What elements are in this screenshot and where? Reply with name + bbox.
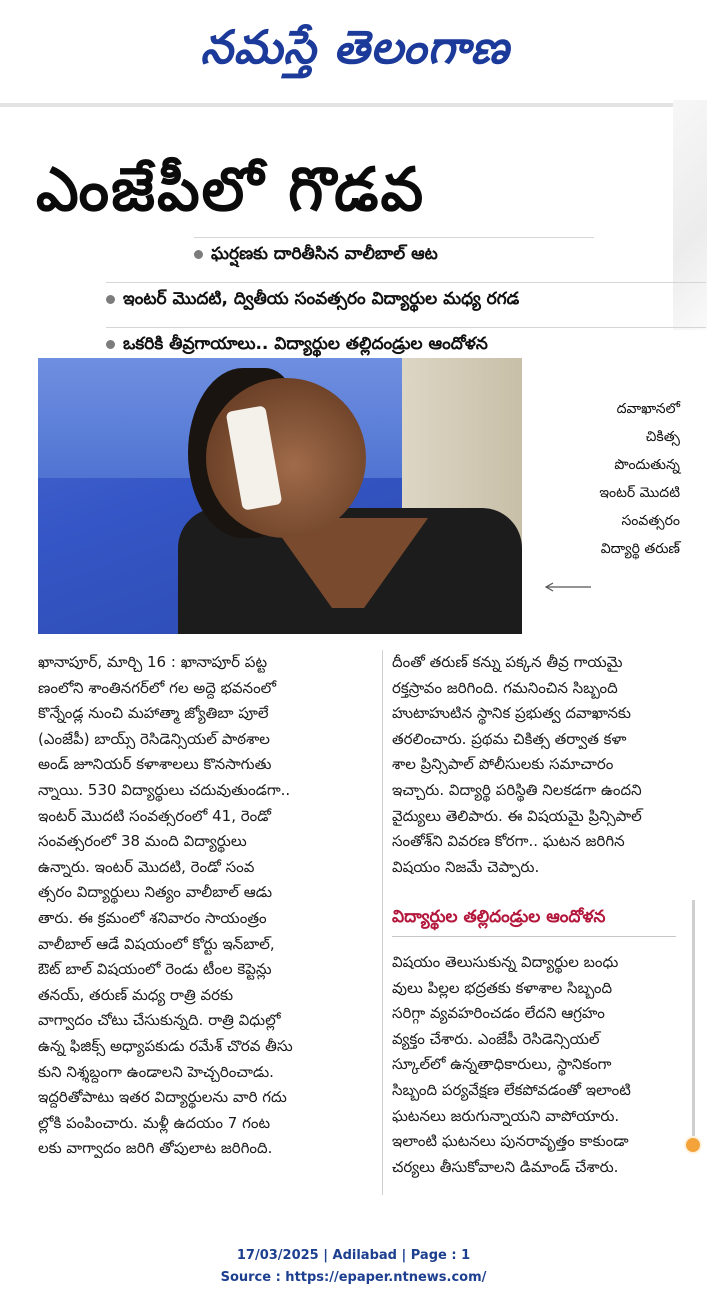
caption-line: దవాఖానలో	[616, 401, 680, 417]
article-column-right-top	[392, 650, 676, 880]
article-line: ణంలోని శాంతినగర్‌లో గల అద్దె భవనంలో	[38, 678, 277, 697]
article-line: విషయం తెలుసుకున్న విద్యార్థుల బంధు	[392, 953, 619, 971]
article-line: రక్తస్రావం జరిగింది. గమనించిన సిబ్బంది	[392, 678, 618, 697]
newspaper-logo: నమస్తే తెలంగాణ	[200, 20, 510, 74]
footer-source-link[interactable]: Source : https://epaper.ntnews.com/	[220, 1270, 487, 1285]
article-line: సంతోశ్‌ని వివరణ కోరగా.. ఘటన జరిగిన	[392, 832, 625, 851]
article-line: కొన్నేండ్ల నుంచి మహాత్మా జ్యోతిబా పూలే	[38, 704, 269, 723]
deck-bullet-text: ఒకరికి తీవ్రగాయాలు.. విద్యార్థుల తల్లిదండ్రుల ఆందోళన	[123, 334, 488, 354]
article-line: తారు. ఈ క్రమంలో శనివారం సాయంత్రం	[38, 908, 267, 927]
article-line: ఘటనలు జరుగున్నాయని వాపోయారు.	[392, 1106, 620, 1125]
article-line: వైద్యులు తెలిపారు. ఈ విషయమై ప్రిన్సిపాల్	[392, 806, 642, 825]
article-line: ఇచ్చారు. విద్యార్థి పరిస్థితి నిలకడగా ఉందని	[392, 780, 642, 799]
caption-line: విద్యార్థి తరుణ్	[600, 541, 680, 557]
caption-line: ఇంటర్ మొదటి	[599, 485, 680, 501]
article-column-right-bottom	[392, 950, 676, 1180]
article-line: తరలించారు. ప్రథమ చికిత్స తర్వాత కళా	[392, 729, 627, 748]
article-line: స్కూల్‌లో ఉన్నతాధికారులు, స్థానికంగా	[392, 1055, 612, 1074]
article-line: ఇద్దరితోపాటు ఇతర విద్యార్థులను వారి గదు	[38, 1088, 287, 1107]
article-line: త్సరం విద్యార్థులు నిత్యం వాలీబాల్ ఆడు	[38, 883, 273, 902]
footer-date-edition: 17/03/2025 | Adilabad | Page : 1	[236, 1248, 471, 1263]
article-line: ల్లోకి పంపించారు. మళ్లీ ఉదయం 7 గంట	[38, 1113, 271, 1132]
deck-bullet-text: ఇంటర్ మొదటి, ద్వితీయ సంవత్సరం విద్యార్థుల మధ్య రగడ	[123, 289, 520, 309]
bullet-dot-icon	[106, 340, 115, 349]
article-line: అండ్ జూనియర్ కళాశాలలు కొనసాగుతు	[38, 755, 272, 774]
deck-bullet	[106, 282, 706, 315]
column-divider	[382, 650, 383, 1195]
article-line: శాల ప్రిన్సిపాల్ పోలీసులకు సమాచారం	[392, 755, 614, 774]
masthead	[0, 0, 707, 100]
caption-arrow-icon	[543, 582, 593, 592]
article-line: వ్యక్తం చేశారు. ఎంజేపీ రెసిడెన్సియల్	[392, 1029, 600, 1048]
page-edge-dot	[684, 1136, 702, 1154]
article-line: దీంతో తరుణ్ కన్ను పక్కన తీవ్ర గాయమై	[392, 653, 623, 671]
article-line: ఇంటర్ మొదటి సంవత్సరంలో 41, రెండో	[38, 806, 271, 825]
article-line: ఔట్ బాల్ విషయంలో రెండు టీంల కెప్టెన్లు	[38, 960, 272, 979]
article-line: ఇలాంటి ఘటనలు పునరావృత్తం కాకుండా	[392, 1132, 629, 1151]
article-line: చర్యలు తీసుకోవాలని డిమాండ్ చేశారు.	[392, 1157, 619, 1176]
article-line: న్నాయి. 530 విద్యార్థులు చదువుతుండగా..	[38, 780, 291, 799]
article-line: ఉన్న ఫిజిక్స్ అధ్యాపకుడు రమేశ్ చొరవ తీసు	[38, 1036, 293, 1055]
bullet-dot-icon	[106, 295, 115, 304]
page-edge-strip	[692, 900, 695, 1140]
page-footer	[0, 1245, 707, 1289]
masthead-divider	[0, 103, 707, 107]
article-line: తనయ్, తరుణ్ మధ్య రాత్రి వరకు	[38, 985, 234, 1004]
article-line: లకు వాగ్వాదం జరిగి తోపులాట జరిగింది.	[38, 1139, 273, 1158]
article-subhead: విద్యార్థుల తల్లిదండ్రుల ఆందోళన	[392, 907, 606, 927]
article-line: వాలీబాల్ ఆడే విషయంలో కోర్టు ఇన్‌బాల్,	[38, 934, 275, 953]
photo-caption	[530, 395, 680, 563]
photo-face	[206, 378, 366, 538]
article-line: ఉన్నారు. ఇంటర్ మొదటి, రెండో సంవ	[38, 857, 255, 876]
article-line: సిబ్బంది పర్యవేక్షణ లేకపోవడంతో ఇలాంటి	[392, 1080, 631, 1099]
article-line: సరిగ్గా వ్యవహరించడం లేదని ఆగ్రహం	[392, 1004, 605, 1023]
headline: ఎంజేపీలో గొడవ	[36, 155, 426, 225]
news-photo	[38, 358, 522, 634]
article-line: (ఎంజేపీ) బాయ్స్ రెసిడెన్సియల్ పాఠశాల	[38, 729, 270, 748]
caption-line: సంవత్సరం	[621, 513, 680, 529]
caption-line: చికిత్స	[645, 429, 680, 445]
article-line: సంవత్సరంలో 38 మంది విద్యార్థులు	[38, 832, 247, 851]
article-line: కుని నిశ్శబ్దంగా ఉండాలని హెచ్చరించాడు.	[38, 1062, 274, 1081]
subhead-divider	[392, 936, 676, 937]
caption-line: పొందుతున్న	[614, 457, 680, 473]
article-line: హుటాహుటిన స్థానిక ప్రభుత్వ దవాఖానకు	[392, 704, 631, 723]
bullet-dot-icon	[194, 250, 203, 259]
article-line: వులు పిల్లల భద్రతకు కళాశాల సిబ్బంది	[392, 978, 613, 997]
article-line: విషయం నిజమే చెప్పారు.	[392, 857, 540, 876]
deck-bullet	[194, 237, 594, 270]
deck-bullet	[106, 327, 706, 360]
deck-bullet-text: ఘర్షణకు దారితీసిన వాలీబాల్ ఆట	[211, 244, 438, 264]
article-line: వాగ్వాదం చోటు చేసుకున్నది. రాత్రి విధుల్లో	[38, 1011, 281, 1030]
article-column-left	[38, 650, 374, 1162]
article-line: ఖానాపూర్, మార్చి 16 : ఖానాపూర్ పట్ట	[38, 653, 268, 671]
